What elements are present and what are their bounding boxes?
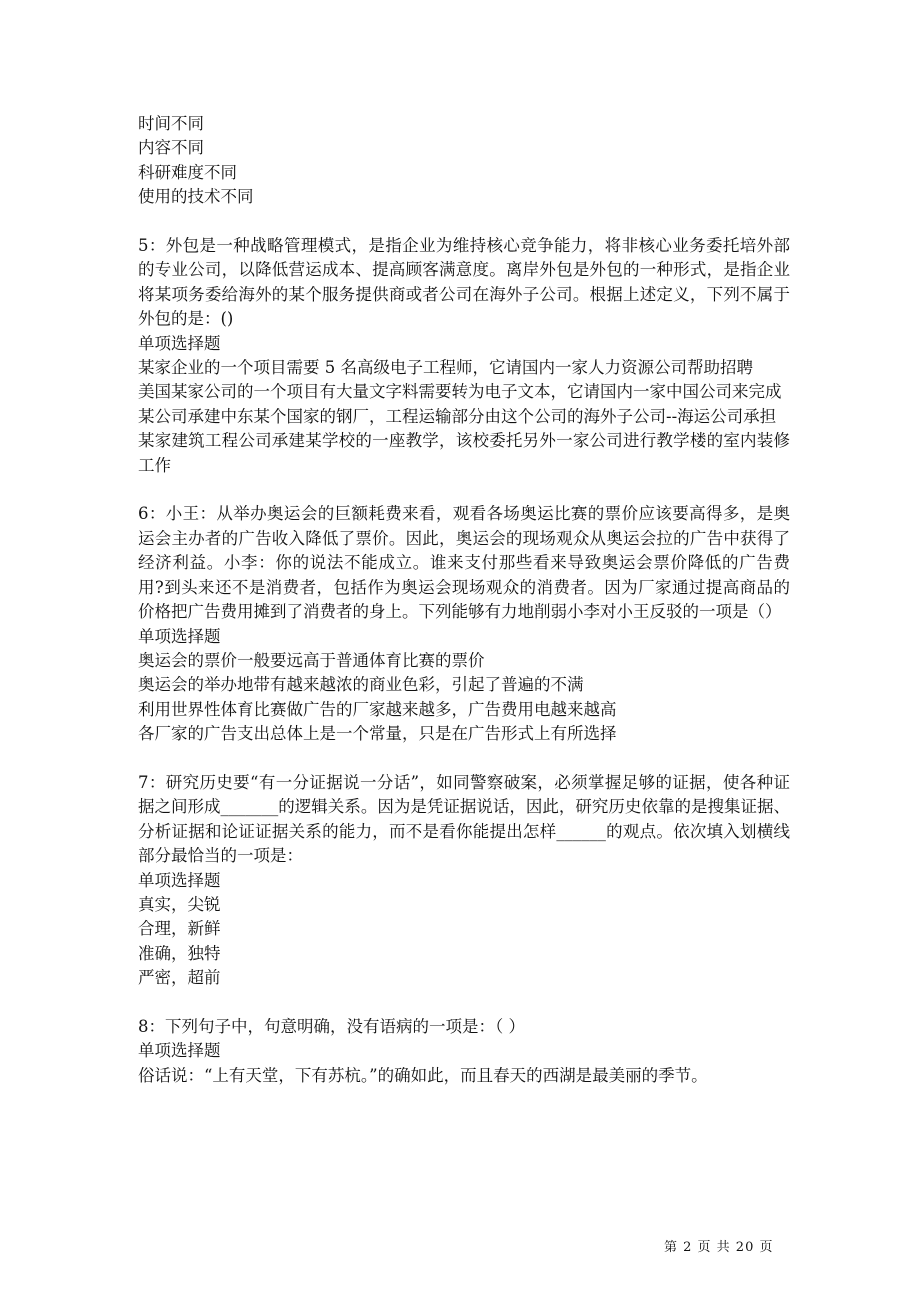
page-number: 第 2 页 共 20 页 xyxy=(664,1240,774,1255)
question-type: 单项选择题 xyxy=(138,1041,221,1061)
option: 内容不同 xyxy=(138,138,204,158)
question-7 xyxy=(138,771,790,991)
option: 使用的技术不同 xyxy=(138,187,254,207)
question-stem: 6：小王：从举办奥运会的巨额耗费来看，观看各场奥运比赛的票价应该要高得多，是奥运会主办者的广告收入降低了票价。因此，奥运会的现场观众从奥运会拉的广告中获得了经济利益。小李：你的说法不能成立。谁来支付那些看来导致奥运会票价降低的广告费用?到头来还不是消费者，包括作为奥运会现场观众的消费者。因为厂家通过提高商品的价格把广告费用摊到了消费者的身上。下列能够有力地削弱小李对小王反驳的一项是（） xyxy=(138,504,790,622)
question-type: 单项选择题 xyxy=(138,333,221,353)
question-stem: 8：下列句子中，句意明确，没有语病的一项是：（ ） xyxy=(138,1016,525,1036)
option: 科研难度不同 xyxy=(138,162,237,182)
option: 各厂家的广告支出总体上是一个常量，只是在广告形式上有所选择 xyxy=(138,724,617,744)
spacer xyxy=(138,210,790,234)
option: 真实，尖锐 xyxy=(138,894,221,914)
option: 奥运会的票价一般要远高于普通体育比赛的票价 xyxy=(138,650,485,670)
question-5 xyxy=(138,234,790,478)
option: 某家企业的一个项目需要 5 名高级电子工程师，它请国内一家人力资源公司帮助招聘 xyxy=(138,358,753,378)
option: 某家建筑工程公司承建某学校的一座教学，该校委托另外一家公司进行教学楼的室内装修工作 xyxy=(138,431,790,475)
option: 准确，独特 xyxy=(138,943,221,963)
spacer xyxy=(138,478,790,502)
option: 某公司承建中东某个国家的钢厂，工程运输部分由这个公司的海外子公司--海运公司承担 xyxy=(138,406,777,426)
question-type: 单项选择题 xyxy=(138,626,221,646)
question-8 xyxy=(138,1015,790,1088)
document-content xyxy=(138,112,790,1088)
option: 俗话说：“上有天堂，下有苏杭。”的确如此，而且春天的西湖是最美丽的季节。 xyxy=(138,1065,708,1085)
question-type: 单项选择题 xyxy=(138,870,221,890)
question-stem: 5：外包是一种战略管理模式，是指企业为维持核心竞争能力，将非核心业务委托培外部的专业公司，以降低营运成本、提高顾客满意度。离岸外包是外包的一种形式，是指企业将某项务委给海外的某个服务提供商或者公司在海外子公司。根据上述定义，下列不属于外包的是：() xyxy=(138,236,790,329)
option: 严密，超前 xyxy=(138,968,221,988)
question-6 xyxy=(138,502,790,746)
option: 合理，新鲜 xyxy=(138,919,221,939)
option: 奥运会的举办地带有越来越浓的商业色彩，引起了普遍的不满 xyxy=(138,675,584,695)
spacer xyxy=(138,991,790,1015)
spacer xyxy=(138,747,790,771)
question-stem: 7：研究历史要“有一分证据说一分话”，如同警察破案，必须掌握足够的证据，使各种证据之间形成_______的逻辑关系。因为是凭证据说话，因此，研究历史依靠的是搜集证据、分析证据和论证证据关系的能力，而不是看你能提出怎样______的观点。依次填入划横线部分最恰当的一项是： xyxy=(138,772,790,866)
question-4-options xyxy=(138,112,790,210)
option: 时间不同 xyxy=(138,114,204,133)
option: 美国某家公司的一个项目有大量文字料需要转为电子文本，它请国内一家中国公司来完成 xyxy=(138,382,782,402)
option: 利用世界性体育比赛做广告的厂家越来越多，广告费用电越来越高 xyxy=(138,699,617,719)
